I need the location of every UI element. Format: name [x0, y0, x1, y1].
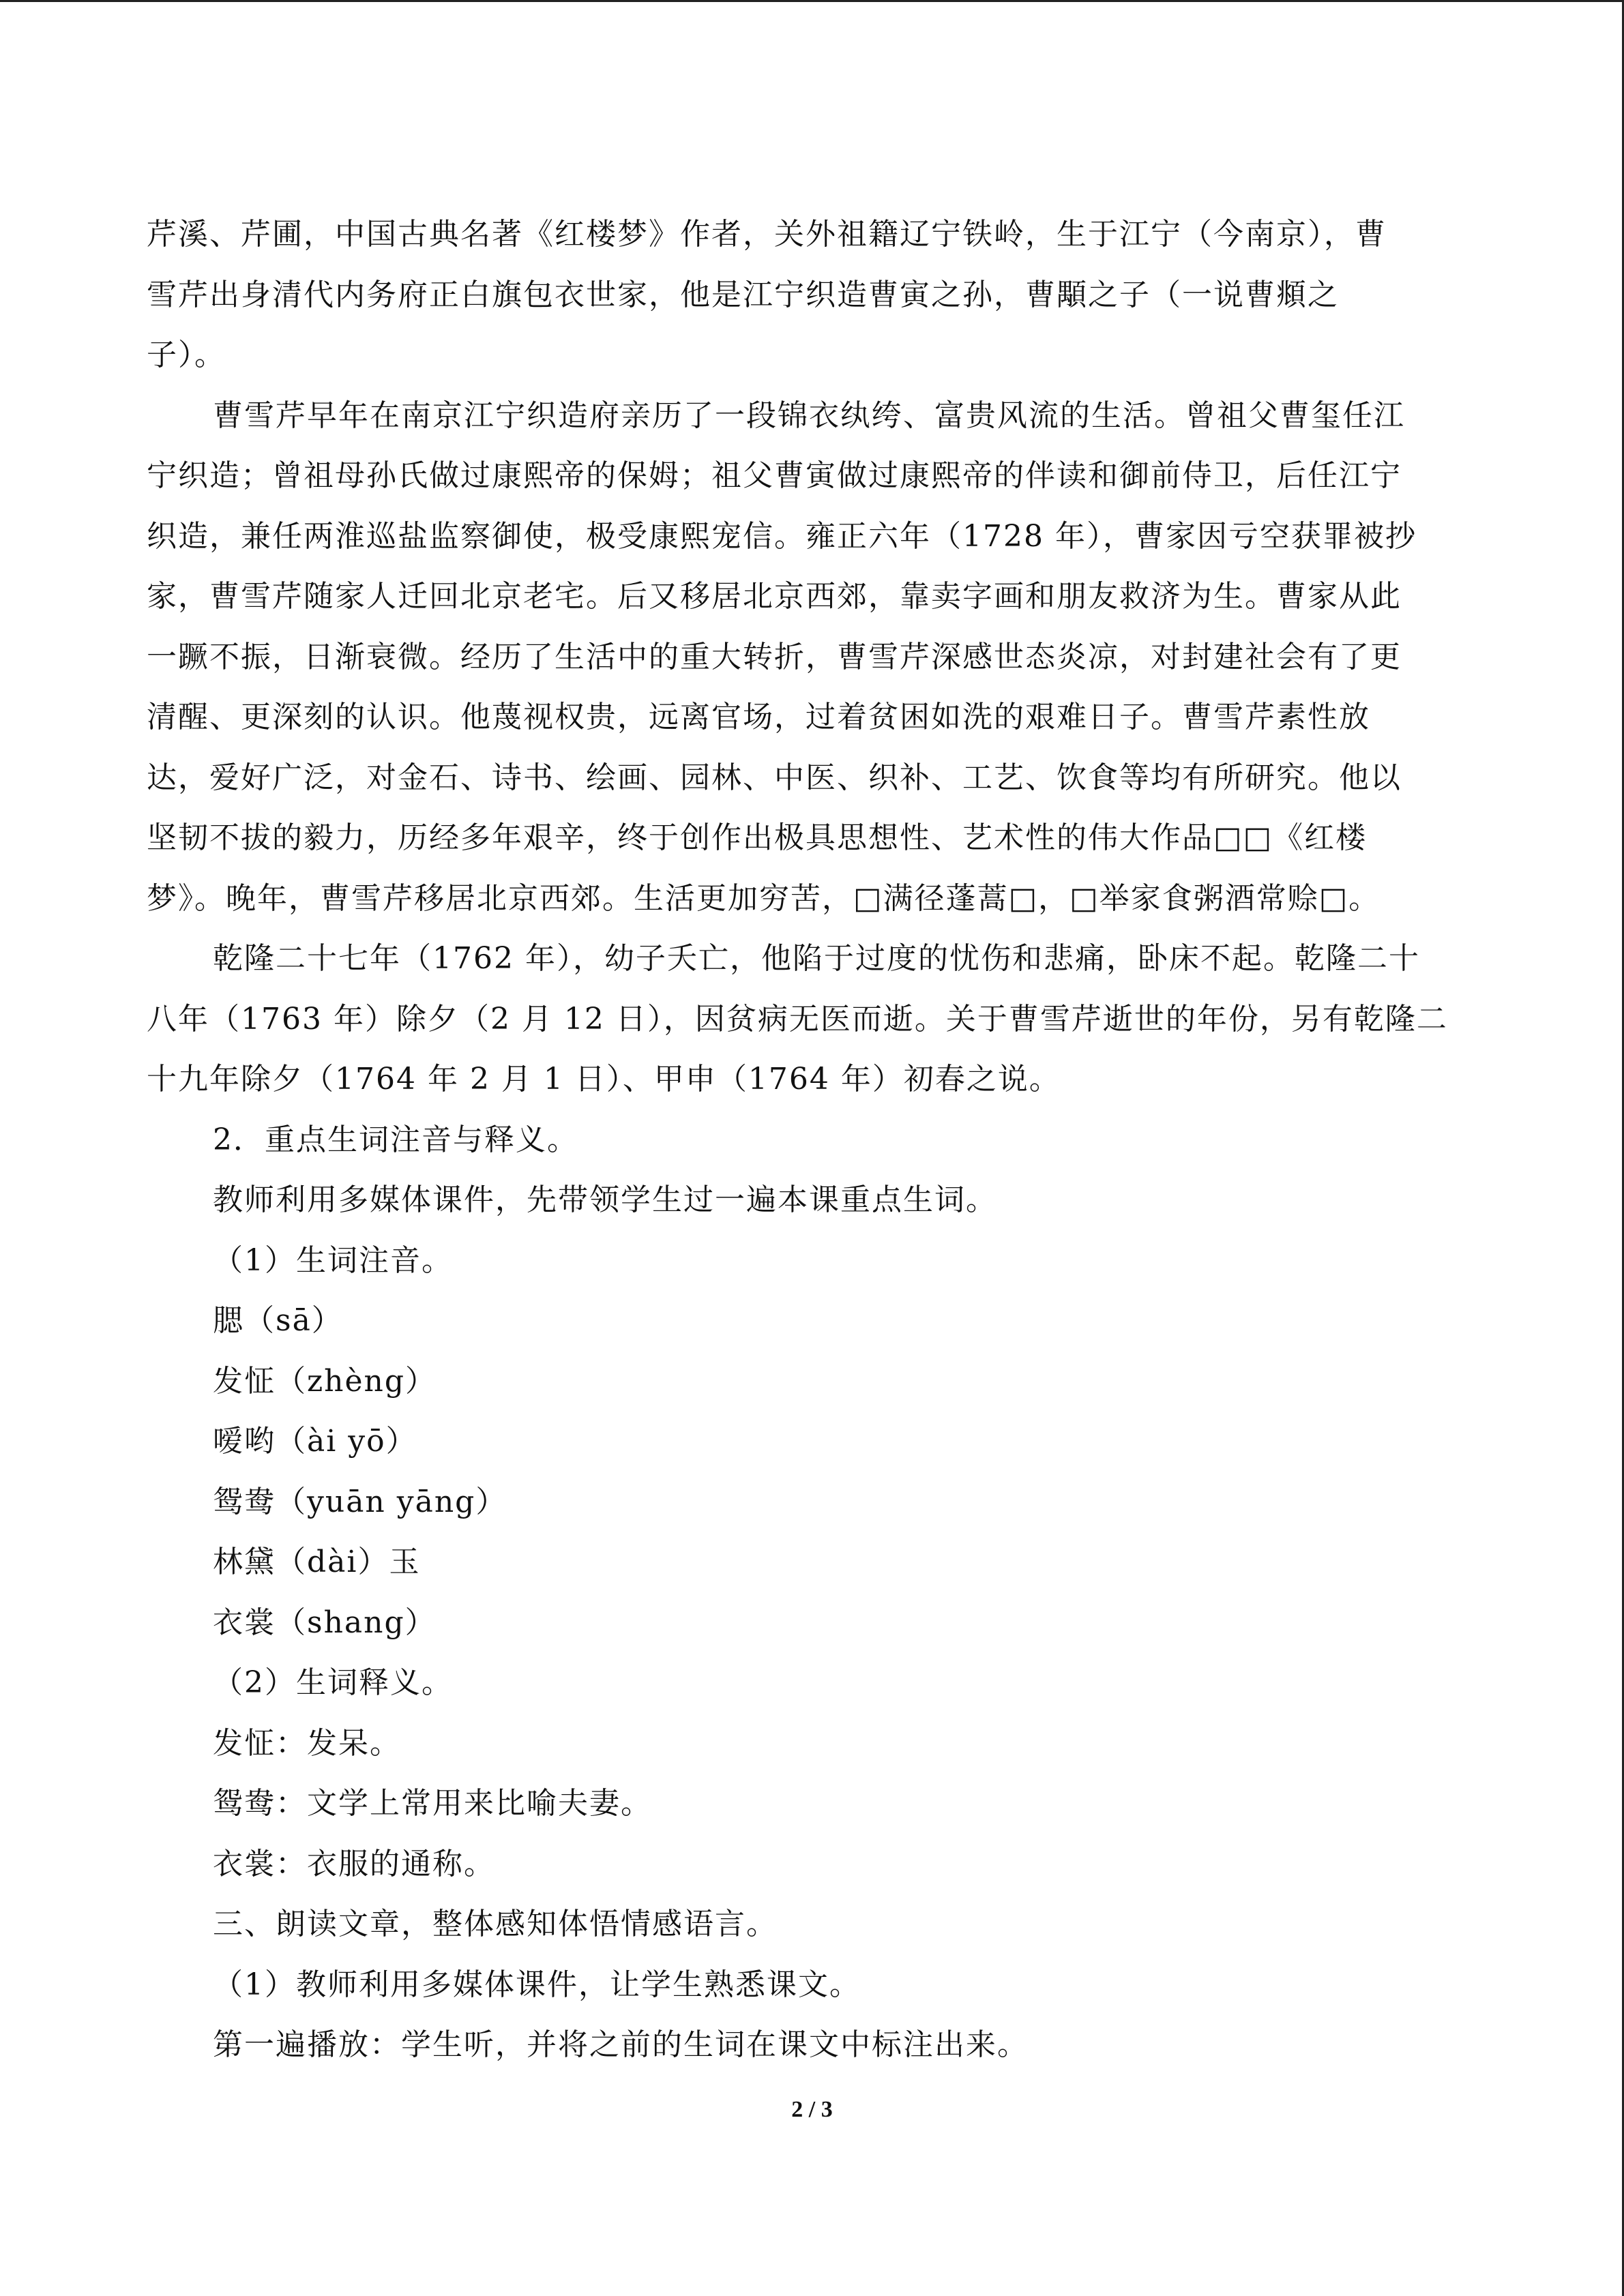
page-border-top	[0, 0, 1624, 2]
text-line: 一蹶不振，日渐衰微。经历了生活中的重大转折，曹雪芹深感世态炎凉，对封建社会有了更	[147, 639, 1402, 674]
text-line: 家，曹雪芹随家人迁回北京老宅。后又移居北京西郊，靠卖字画和朋友救济为生。曹家从此	[147, 579, 1402, 614]
vocab-item: 衣裳（shang）	[213, 1605, 437, 1640]
definition-item: 鸳鸯：文学上常用来比喻夫妻。	[213, 1786, 652, 1821]
vocab-item: 嗳哟（ài yō）	[213, 1424, 417, 1459]
subheading-definitions: （2）生词释义。	[213, 1665, 453, 1700]
text-line: 清醒、更深刻的认识。他蔑视权贵，远离官场，过着贫困如洗的艰难日子。曹雪芹素性放	[147, 700, 1370, 734]
text-line: 十九年除夕（1764 年 2 月 1 日）、甲申（1764 年）初春之说。	[147, 1062, 1061, 1097]
text-line: 坚韧不拔的毅力，历经多年艰辛，终于创作出极具思想性、艺术性的伟大作品□□《红楼	[147, 820, 1368, 855]
text-line: 达，爱好广泛，对金石、诗书、绘画、园林、中医、织补、工艺、饮食等均有所研究。他以	[147, 760, 1402, 795]
text-line: 宁织造；曾祖母孙氏做过康熙帝的保姆；祖父曹寅做过康熙帝的伴读和御前侍卫，后任江宁	[147, 458, 1402, 493]
text-line: 梦》。晚年，曹雪芹移居北京西郊。生活更加穷苦，□满径蓬蒿□，□举家食粥酒常赊□。	[147, 880, 1381, 916]
document-body	[147, 205, 1480, 2076]
text-line: 雪芹出身清代内务府正白旗包衣世家，他是江宁织造曹寅之孙，曹顒之子（一说曹頫之	[147, 277, 1339, 312]
vocab-item: 林黛（dài）玉	[213, 1545, 421, 1579]
vocab-item: 发怔（zhèng）	[213, 1363, 437, 1399]
text-line: 芹溪、芹圃，中国古典名著《红楼梦》作者，关外祖籍辽宁铁岭，生于江宁（今南京），曹	[147, 217, 1387, 252]
paragraph-reading-step: （1）教师利用多媒体课件，让学生熟悉课文。	[213, 1967, 861, 2002]
text-line: 曹雪芹早年在南京江宁织造府亲历了一段锦衣纨绔、富贵风流的生活。曾祖父曹玺任江	[213, 398, 1405, 433]
vocab-item: 腮（sā）	[213, 1303, 343, 1338]
section-heading-reading: 三、朗读文章，整体感知体悟情感语言。	[213, 1907, 778, 1941]
page-number: 2 / 3	[791, 2097, 833, 2122]
paragraph-early-life	[147, 386, 1480, 929]
paragraph-teacher-vocab: 教师利用多媒体课件，先带领学生过一遍本课重点生词。	[213, 1182, 997, 1217]
section-heading-vocabulary: 2．重点生词注音与释义。	[213, 1122, 578, 1157]
text-line: 子）。	[147, 338, 226, 372]
paragraph-death	[147, 929, 1480, 1110]
text-line: 八年（1763 年）除夕（2 月 12 日），因贫病无医而逝。关于曹雪芹逝世的年份，另有乾隆二	[147, 1001, 1448, 1037]
text-line: 乾隆二十七年（1762 年），幼子夭亡，他陷于过度的忧伤和悲痛，卧床不起。乾隆二十	[213, 941, 1420, 976]
definition-item: 发怔：发呆。	[213, 1725, 401, 1761]
text-line: 织造，兼任两淮巡盐监察御使，极受康熙宠信。雍正六年（1728 年），曹家因亏空获罪被抄	[147, 518, 1417, 554]
subheading-pronunciation: （1）生词注音。	[213, 1242, 453, 1278]
paragraph-first-playback: 第一遍播放：学生听，并将之前的生词在课文中标注出来。	[213, 2027, 1029, 2062]
vocab-item: 鸳鸯（yuān yāng）	[213, 1484, 507, 1519]
paragraph-author-intro	[147, 205, 1480, 386]
definition-item: 衣裳：衣服的通称。	[213, 1846, 495, 1881]
